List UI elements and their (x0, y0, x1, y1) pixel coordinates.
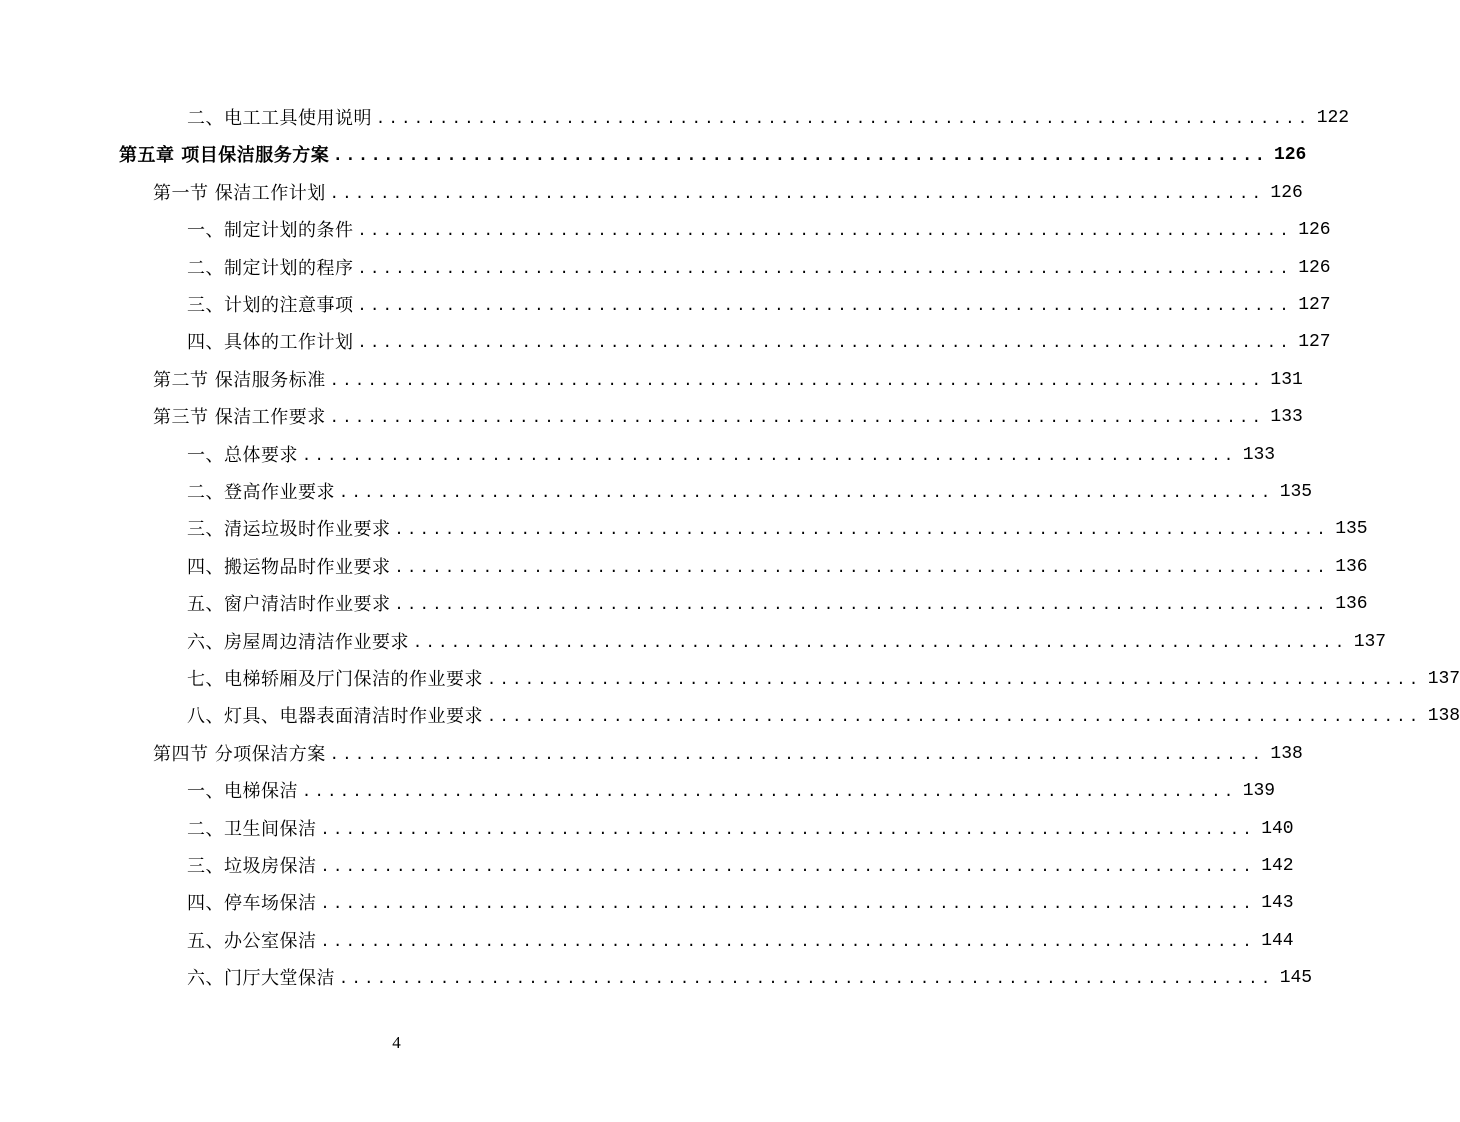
toc-entry-title: 三、垃圾房保洁 (187, 856, 317, 877)
toc-entry-title: 一、制定计划的条件 (187, 220, 354, 242)
toc-entry-page: 135 (1335, 519, 1368, 540)
toc-entry-title: 二、登高作业要求 (187, 482, 335, 503)
dot-leader: .......................................................................... (413, 632, 1348, 651)
toc-entry-title: 第一节 保洁工作计划 (153, 182, 326, 204)
toc-entry[interactable] (187, 549, 1368, 586)
dot-leader: .......................................................................... (320, 857, 1256, 875)
toc-entry-title: 二、电工工具使用说明 (187, 108, 372, 129)
toc-entry-page: 140 (1261, 818, 1294, 839)
toc-entry[interactable] (187, 811, 1294, 848)
toc-section-entry[interactable] (153, 362, 1303, 399)
toc-entry-page: 126 (1298, 220, 1331, 241)
toc-section-entry[interactable] (153, 736, 1303, 773)
dot-leader: .......................................................................... (357, 221, 1293, 240)
toc-entry-title: 六、门厅大堂保洁 (187, 968, 335, 990)
toc-entry-title: 第二节 保洁服务标准 (153, 369, 326, 391)
toc-entry-page: 145 (1279, 968, 1313, 989)
toc-entry[interactable] (187, 848, 1294, 885)
dot-leader: .......................................................................... (357, 258, 1293, 277)
dot-leader: .......................................................................... (394, 595, 1330, 614)
toc-entry[interactable] (187, 624, 1387, 661)
page-number: 4 (392, 1033, 401, 1052)
toc-entry-page: 131 (1270, 369, 1303, 390)
toc-entry-page: 138 (1270, 743, 1303, 764)
dot-leader: .......................................................................... (487, 670, 1422, 688)
dot-leader: .......................................................................... (329, 183, 1265, 202)
dot-leader: .......................................................................... (302, 782, 1237, 801)
toc-entry[interactable] (187, 324, 1331, 361)
toc-entry[interactable] (187, 661, 1460, 698)
dot-leader: .......................................................................... (376, 109, 1311, 127)
dot-leader: .......................................................................... (357, 333, 1293, 352)
toc-entry-title: 二、卫生间保洁 (187, 818, 317, 840)
toc-entry-title: 四、具体的工作计划 (187, 332, 354, 354)
toc-entry-page: 139 (1242, 781, 1276, 802)
toc-entry-page: 126 (1273, 145, 1307, 166)
dot-leader: .......................................................................... (339, 483, 1274, 501)
toc-chapter-entry[interactable] (119, 137, 1307, 174)
toc-entry-page: 135 (1279, 482, 1313, 502)
toc-entry-title: 一、电梯保洁 (187, 781, 298, 803)
toc-entry-page: 133 (1270, 407, 1303, 428)
toc-entry-title: 五、办公室保洁 (187, 930, 317, 952)
toc-entry-title: 五、窗户清洁时作业要求 (187, 594, 391, 616)
toc-entry[interactable] (187, 586, 1368, 623)
toc-entry[interactable] (187, 212, 1331, 249)
toc-section-entry[interactable] (153, 175, 1303, 212)
toc-entry[interactable] (187, 960, 1313, 997)
toc-entry-title: 三、清运垃圾时作业要求 (187, 519, 391, 541)
toc-entry-page: 144 (1261, 930, 1294, 951)
dot-leader: .......................................................................... (320, 894, 1256, 913)
toc-entry-page: 138 (1427, 706, 1460, 727)
toc-entry[interactable] (187, 773, 1276, 810)
toc-entry-page: 137 (1353, 631, 1387, 652)
toc-section-entry[interactable] (153, 399, 1303, 436)
toc-entry-page: 127 (1298, 295, 1331, 315)
toc-entry-page: 122 (1316, 108, 1350, 128)
toc-entry[interactable] (187, 885, 1294, 922)
dot-leader: .......................................................................... (302, 445, 1237, 464)
dot-leader: .......................................................................... (357, 296, 1293, 314)
toc-entry[interactable] (187, 287, 1331, 324)
toc-entry-page: 126 (1298, 257, 1331, 278)
dot-leader: .......................................................................... (329, 408, 1265, 427)
toc-entry-page: 137 (1427, 669, 1460, 689)
dot-leader: .......................................................................... (320, 931, 1256, 950)
dot-leader: .......................................................................... (320, 819, 1256, 838)
toc-entry[interactable] (187, 250, 1331, 287)
toc-entry-title: 八、灯具、电器表面清洁时作业要求 (187, 706, 483, 728)
toc-entry-page: 136 (1335, 594, 1368, 615)
dot-leader: .......................................................................... (339, 969, 1274, 988)
dot-leader: .......................................................................... (487, 707, 1422, 726)
toc-entry-title: 二、制定计划的程序 (187, 257, 354, 279)
toc-entry-title: 第三节 保洁工作要求 (153, 407, 326, 429)
toc-entry-title: 七、电梯轿厢及厅门保洁的作业要求 (187, 669, 483, 690)
toc-entry[interactable] (187, 511, 1368, 548)
toc-entry-page: 127 (1298, 332, 1331, 353)
toc-entry-page: 142 (1261, 856, 1294, 876)
toc-entry-title: 四、搬运物品时作业要求 (187, 556, 391, 578)
toc-entry-page: 136 (1335, 556, 1368, 577)
toc-entry[interactable] (187, 437, 1276, 474)
dot-leader: .......................................................................... (329, 370, 1265, 389)
toc-entry-title: 第四节 分项保洁方案 (153, 743, 326, 765)
toc-entry-title: 四、停车场保洁 (187, 893, 317, 915)
toc-entry-page: 126 (1270, 182, 1303, 203)
toc-entry-title: 第五章 项目保洁服务方案 (119, 145, 330, 167)
toc-entry[interactable] (187, 100, 1350, 137)
dot-leader: .......................................................................... (394, 520, 1330, 539)
dot-leader: .......................................................................... (333, 146, 1268, 165)
toc-entry-page: 143 (1261, 893, 1294, 914)
toc-entry[interactable] (187, 474, 1313, 511)
toc-entry-page: 133 (1242, 444, 1276, 465)
toc-entry[interactable] (187, 923, 1294, 960)
dot-leader: .......................................................................... (329, 744, 1265, 763)
toc-entry-title: 六、房屋周边清洁作业要求 (187, 631, 409, 653)
dot-leader: .......................................................................... (394, 557, 1330, 576)
toc-entry-title: 一、总体要求 (187, 444, 298, 466)
toc-entry[interactable] (187, 698, 1460, 735)
toc-entry-title: 三、计划的注意事项 (187, 295, 354, 316)
